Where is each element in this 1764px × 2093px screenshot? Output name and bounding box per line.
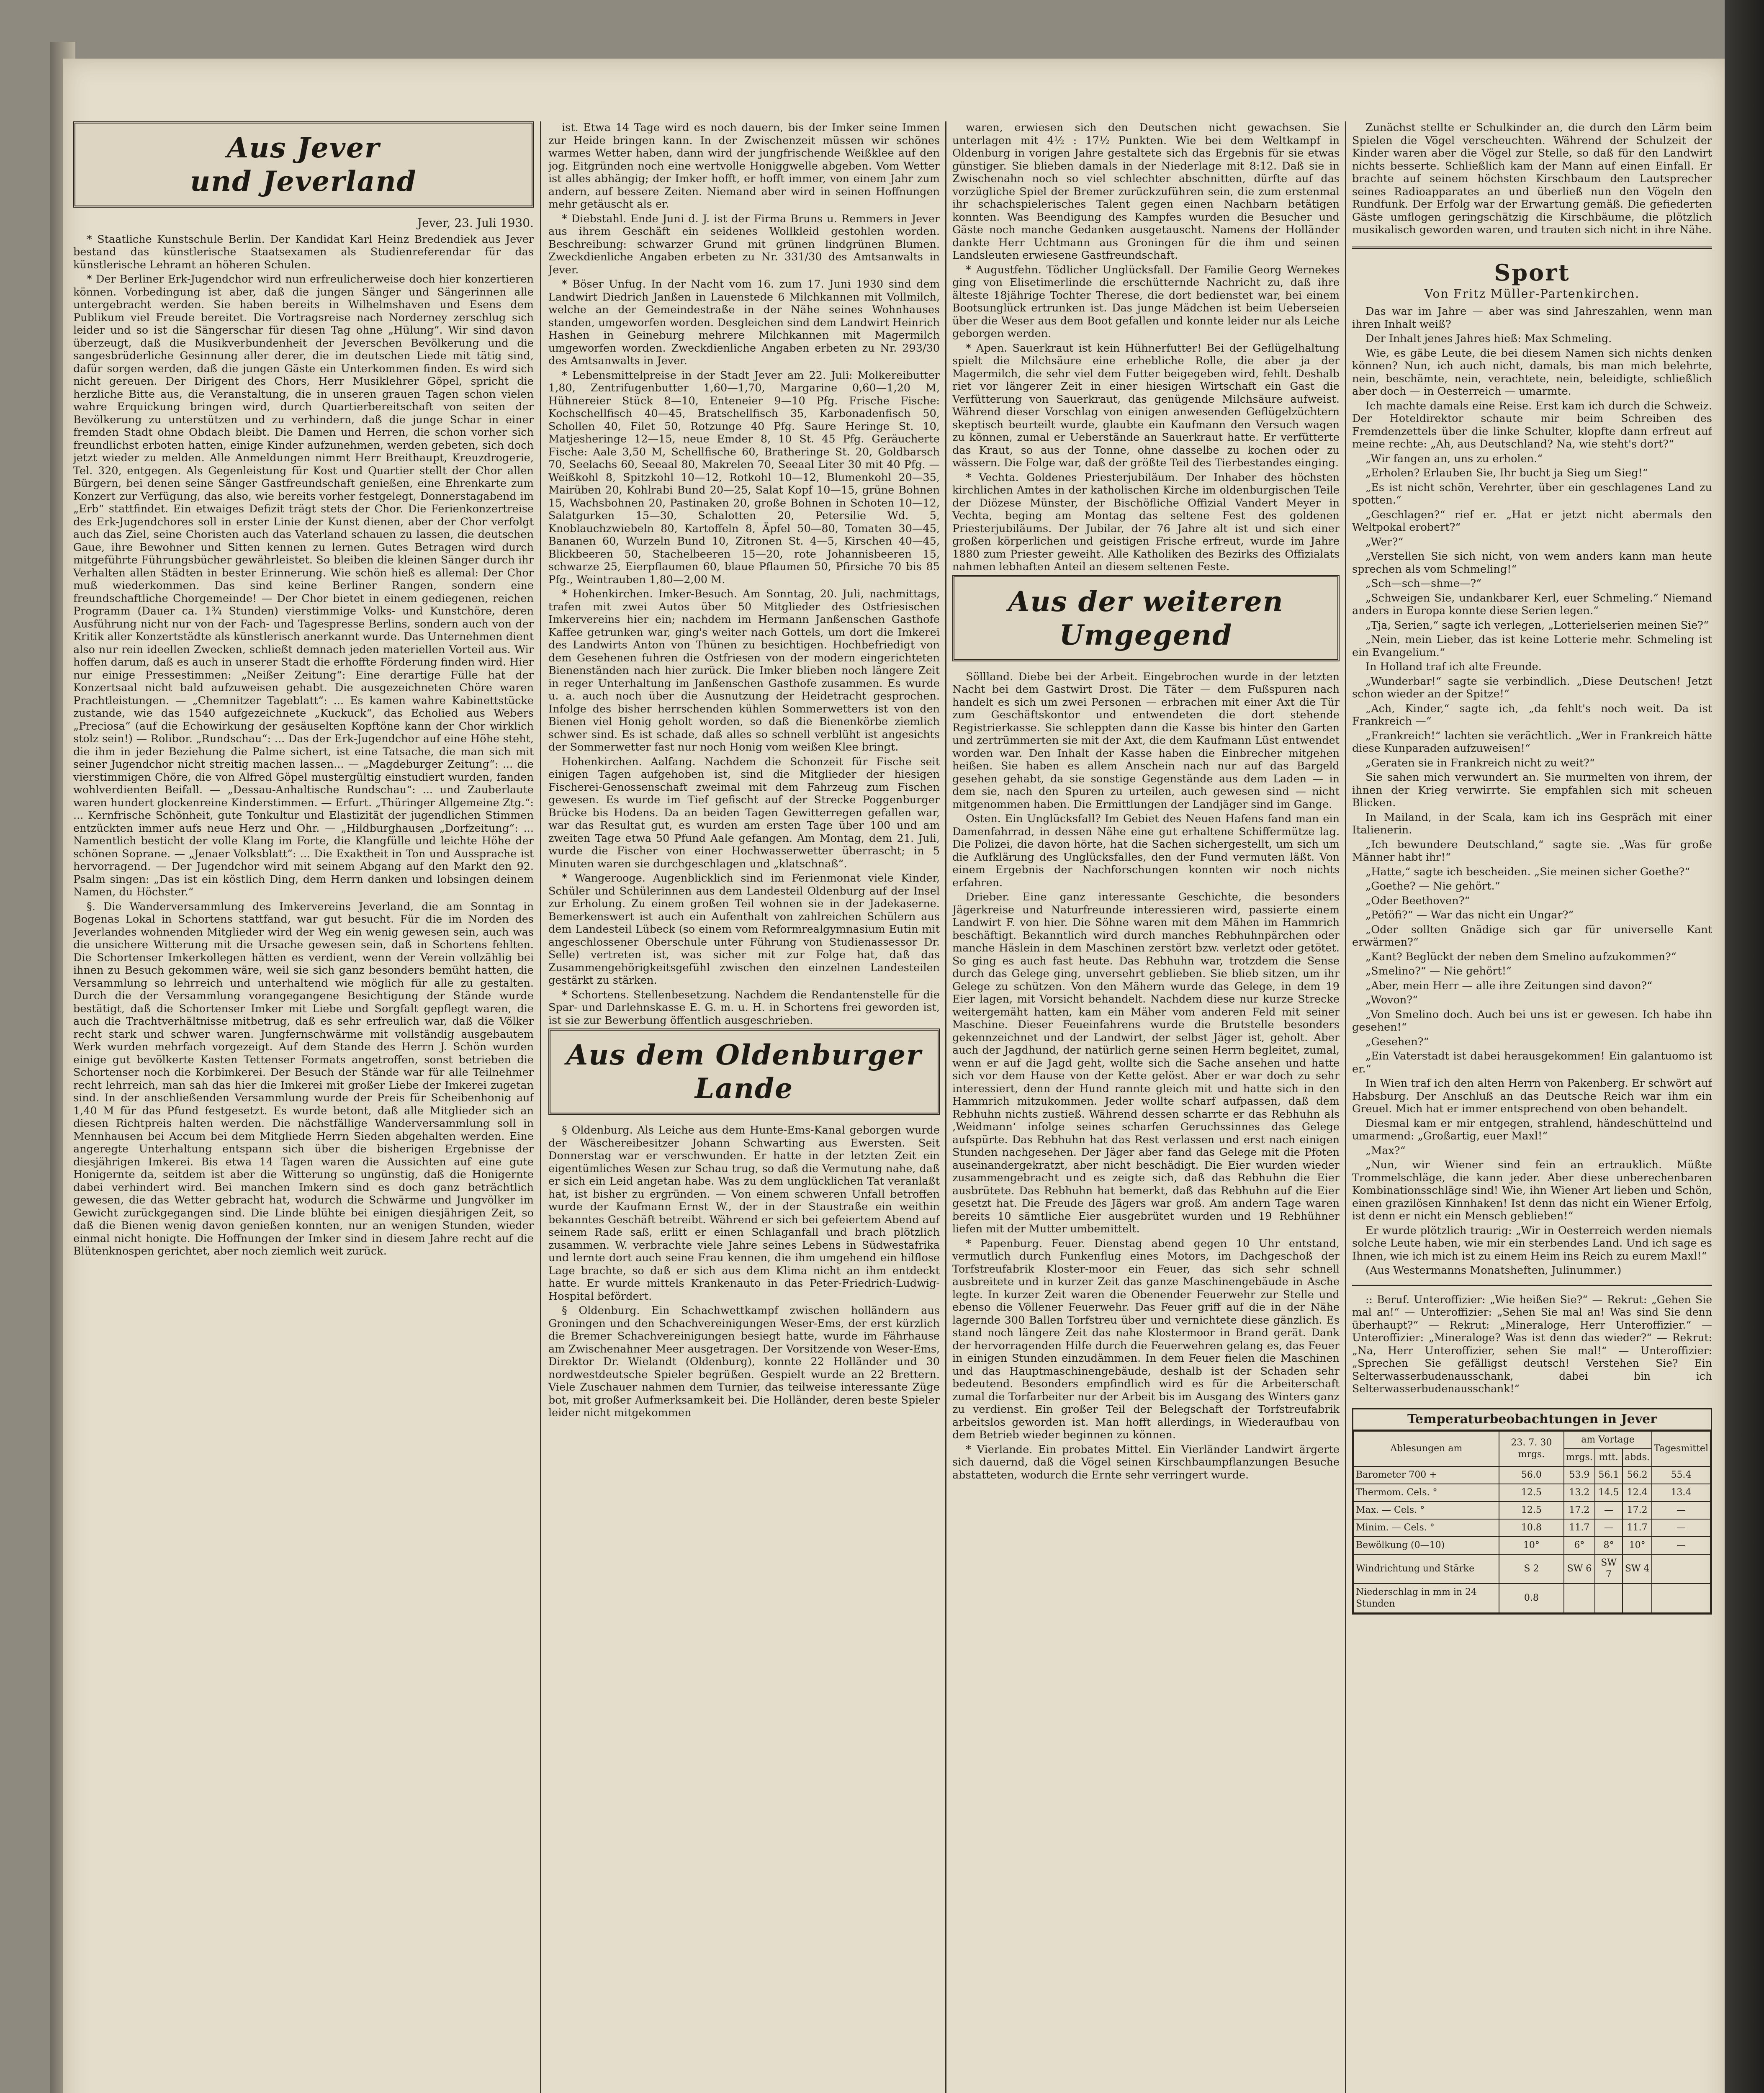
sport-paragraph: „Wir fangen an, uns zu erholen.“	[1365, 452, 1543, 465]
sport-paragraph: „Ich bewundere Deutschland,“ sagte sie. „Was für große Männer habt ihr!“	[1352, 838, 1712, 864]
sport-paragraph: „Nein, mein Lieber, das ist keine Lotterie mehr. Schmeling ist ein Evangelium.“	[1352, 633, 1712, 659]
table-cell: 17.2	[1623, 1502, 1652, 1519]
sport-paragraph: „Wer?“	[1365, 535, 1404, 548]
column-rule	[540, 121, 541, 2093]
sport-paragraph: „Schweigen Sie, undankbarer Kerl, euer Schmeling.“ Niemand anders in Europa konnte diese Serien legen.“	[1352, 591, 1712, 617]
heading-line: Aus der weiteren	[1008, 585, 1284, 618]
article: Hohenkirchen. Aalfang. Nachdem die Schonzeit für Fische seit einigen Tagen aufgehoben ist, sind die Mitglieder der hiesigen Fischerei-Genossenschaft zweimal mit dem Fahrzeug zum Fischen gewesen. Es wurde im Tief gefischt auf der Strecke Poggenburger Brücke bis Hodens. Da an beiden Tagen Gewitterregen gefallen war, war das Resultat gut, es wurden am ersten Tage über 100 und am zweiten Tage etwa 50 Pfund Aale gefangen. Am Montag, dem 21. Juli, wurde die Fischer von einer Hochwasserwetter überrascht; in 5 Minuten waren sie durchgeschlagen und „klatschnaß“.	[548, 755, 940, 870]
header-cell: mrgs.	[1564, 1449, 1595, 1466]
table-cell: 13.2	[1564, 1484, 1595, 1502]
article: Zunächst stellte er Schulkinder an, die durch den Lärm beim Spielen die Vögel verscheuchten. Während der Schulzeit der Kinder waren aber die Vögel zur Stelle, so daß für den Landwirt nichts besserte. Schließlich kam der Mann auf einen Einfall. Er brachte auf seinem höchsten Kirschbaum den Lautsprecher seines Radioapparates an und überließ nun den Vögeln den Rundfunk. Der Erfolg war der Erwartung gemäß. Die gefiederten Gäste umflogen geringschätzig die Kirschbäume, die plötzlich musikalisch geworden waren, und trauten sich nicht in ihre Nähe.	[1352, 121, 1712, 236]
weather-rows	[1354, 1466, 1710, 1613]
sport-paragraph: „Smelino?“ — Nie gehört!“	[1365, 965, 1512, 977]
sport-paragraph: „Ein Vaterstadt ist dabei herausgekommen! Ein galantuomo ist er.“	[1352, 1050, 1712, 1075]
table-cell: —	[1652, 1519, 1710, 1537]
weather-table	[1352, 1408, 1712, 1615]
sport-paragraph: „Verstellen Sie sich nicht, von wem anders kann man heute sprechen als vom Schmeling!“	[1352, 550, 1712, 576]
sport-paragraph: „Wovon?“	[1365, 994, 1418, 1006]
article: * Böser Unfug. In der Nacht vom 16. zum 17. Juni 1930 sind dem Landwirt Diedrich Janßen in Lauenstede 6 Milchkannen mit Vollmilch, welche an der Gemeindestraße in der Nähe seines Wohnhauses standen, umgeworfen worden. Desgleichen sind dem Landwirt Heinrich Hashen in Geineburg mehrere Milchkannen mit Magermilch umgeworfen worden. Zweckdienliche Angaben erbeten zu Nr. 293/30 des Amtsanwalts in Jever.	[548, 278, 940, 367]
table-cell: —	[1595, 1519, 1623, 1537]
sport-paragraph: „Gesehen?“	[1365, 1035, 1429, 1048]
divider	[1352, 247, 1712, 249]
row-label: Minim. — Cels. °	[1354, 1519, 1499, 1537]
heading-line: und Jeverland	[190, 165, 417, 198]
scan-dark-edge	[1725, 0, 1764, 2093]
sport-paragraph: Das war im Jahre — aber was sind Jahreszahlen, wenn man ihren Inhalt weiß?	[1352, 305, 1712, 331]
header-cell: Tagesmittel	[1652, 1431, 1710, 1466]
table-cell: 10°	[1499, 1537, 1564, 1554]
heading-line: Aus dem Oldenburger	[566, 1039, 922, 1071]
sport-paragraph: „Kant? Beglückt der neben dem Smelino aufzukommen?“	[1365, 950, 1677, 963]
header-cell: Ablesungen am	[1354, 1431, 1499, 1466]
article: Söllland. Diebe bei der Arbeit. Eingebrochen wurde in der letzten Nacht bei dem Gastwirt Drost. Die Täter — dem Fußspuren nach handelt es sich um zwei Personen — erbrachen mit einer Axt die Tür zum Geschäftskontor und entwendeten die dort stehende Registrierkasse. Sie schleppten dann die Kasse bis hinter den Garten und zertrümmerten sie mit der Axt, die dem Kaufmann Lüst entwendet worden war. Den Inhalt der Kasse haben die Einbrecher mitgehen heißen. Sie haben es allem Anschein nach nur auf das Bargeld gesehen gehabt, da sie sonstige Gegenstände aus dem Laden — in dem sie, nach den Spuren zu urteilen, auch gewesen sind — nicht mitgenommen haben. Die Ermittlungen der Landjäger sind im Gange.	[952, 670, 1340, 811]
article: § Oldenburg. Als Leiche aus dem Hunte-Ems-Kanal geborgen wurde der Wäschereibesitzer Johann Schwarting aus Ewersten. Seit Donnerstag war er verschwunden. Er hatte in der letzten Zeit ein eigentümliches Wesen zur Schau trug, so daß die Vermutung nahe, daß er sich ein Leid angetan habe. Was zu dem unglücklichen Tat veranlaßt hat, ist bisher zu ergründen. — Von einem schweren Unfall betroffen wurde der Kaufmann Ernst W., der in der Staustraße ein weithin bekanntes Geschäft betreibt. Während er sich bei gefeiertem Abend auf seinem Rade saß, erlitt er einen Schlaganfall und brach plötzlich zusammen. W. verbrachte viele Jahre seines Lebens in Südwestafrika und lernte dort auch seine Frau kennen, die ihm umgehend ein hilflose Lage brachte, so daß er sich aus dem Klima nicht an ihm entdeckt hatte. Er wurde mittels Krankenauto in das Peter-Friedrich-Ludwig-Hospital befördert.	[548, 1124, 940, 1303]
sport-paragraph: „Wunderbar!“ sagte sie verbindlich. „Diese Deutschen! Jetzt schon wieder an der Spitze!“	[1352, 675, 1712, 700]
weather-grid	[1353, 1431, 1711, 1613]
table-row	[1354, 1584, 1710, 1613]
article: * Augustfehn. Tödlicher Unglücksfall. Der Familie Georg Wernekes ging von Elisetimerlinde die erschütternde Nachricht zu, daß ihre älteste 18jährige Tochter Therese, die dort bedienstet war, bei einem Bootsunglück ertrunken ist. Das junge Mädchen ist beim Ueberseien über die Weser aus dem Boot gefallen und konnte leider nur als Leiche geborgen werden.	[952, 263, 1340, 340]
sport-paragraph: „Nun, wir Wiener sind fein an ertrauklich. Müßte Trommelschläge, die kann jeder. Aber diese unberechenbaren Kombinationsschläge sind! Wie, ihn Wiener Art lieben und Schön, einen grazilösen Kinnhaken! Ist denn das nicht ein Wiener Erfolg, ist denn er nicht ein Mensch geblieben!“	[1352, 1159, 1712, 1222]
table-cell: 12.4	[1623, 1484, 1652, 1502]
table-cell	[1652, 1554, 1710, 1584]
table-row	[1354, 1466, 1710, 1484]
sport-paragraph: „Aber, mein Herr — alle ihre Zeitungen sind davon?“	[1365, 979, 1653, 992]
sport-paragraph: „Geraten sie in Frankreich nicht zu weit?“	[1365, 756, 1595, 769]
sport-paragraph: Ich machte damals eine Reise. Erst kam ich durch die Schweiz. Der Hoteldirektor schaute mir beim Schreiben des Fremdenzettels über die linke Schulter, klopfte dann erfreut auf meine rechte: „Ah, aus Deutschland? Na, wie steht's dort?“	[1352, 399, 1712, 450]
table-cell: 53.9	[1564, 1466, 1595, 1484]
table-cell: SW 6	[1564, 1554, 1595, 1584]
table-cell: S 2	[1499, 1554, 1564, 1584]
article: * Diebstahl. Ende Juni d. J. ist der Firma Bruns u. Remmers in Jever aus ihrem Geschäft ein seidenes Wollkleid gestohlen worden. Beschreibung: schwarzer Grund mit grünen lindgrünen Blumen. Zweckdienliche Angaben erbeten zu Nr. 331/30 des Amtsanwalts in Jever.	[548, 212, 940, 276]
sport-paragraph: „Oder sollten Gnädige sich gar für universelle Kant erwärmen?“	[1352, 923, 1712, 949]
table-row	[1354, 1502, 1710, 1519]
article-beruf: :: Beruf. Unteroffizier: „Wie heißen Sie?“ — Rekrut: „Gehen Sie mal an!“ — Unteroffizier: „Sehen Sie mal an! Was sind Sie denn überhaupt?“ — Rekrut: „Mineraloge, Herr Unteroffizier.“ — Unteroffizier: „Mineraloge? Was ist denn das wieder?“ — Rekrut: „Na, Herr Unteroffizier, sehen Sie mal!“ — Unteroffizier: „Sprechen Sie gefälligst deutsch! Verstehen Sie? Ein Selterwasserbudenausschank, dabei bin ich Selterwasserbudenausschank!“	[1352, 1293, 1712, 1395]
article: * Der Berliner Erk-Jugendchor wird nun erfreulicherweise doch hier konzertieren können. Vorbedingung ist aber, daß die jungen Sänger und Sängerinnen alle untergebracht werden. Sie haben bereits in Wilhelmshaven und Esens dem Publikum viel Freude bereitet. Die Vortragsreise nach Norderney zerschlug sich leider und so ist die Sängerschar für diesen Tag ohne „Hülung“. Wir sind davon überzeugt, daß die Musikverbundenheit der Jeverschen Bevölkerung und die sangesbrüderliche Gesinnung aller derer, die im deutschen Liede mit tätig sind, dafür sorgen werden, daß die jungen Gäste ein Unterkommen finden. Es wird sich nicht gereuen. Der Dirigent des Chors, Herr Musiklehrer Göpel, spricht die herzliche Bitte aus, die Veranstaltung, die in unseren grauen Tagen schon vielen wahre Erquickung bringen wird, durch Quartierbereitschaft von seiten der Bevölkerung zu unterstützen und zu verhindern, daß die junge Schar in einer fremden Stadt ohne Obdach bleibt. Die Damen und Herren, die schon vorher sich freundlichst erboten hatten, einige Kinder aufzunehmen, werden gebeten, sich doch jetzt wieder zu melden. Alle Anmeldungen nimmt Herr Breithaupt, Kreuzdrogerie, Tel. 320, entgegen. Als Gegenleistung für Kost und Quartier stellt der Chor allen Bürgern, bei denen seine Sänger Gastfreundschaft genießen, eine Ehrenkarte zum Konzert zur Verfügung, das also, wie bereits vorher festgelegt, Donnerstagabend im „Erb“ stattfindet. Ein etwaiges Defizit trägt stets der Chor. Die Ferienkonzertreise des Erk-Jugendchores soll in erster Linie der Kunst dienen, aber der Chor verfolgt auch das Ziel, seine Choristen auch das Vaterland schauen zu lassen, die deutschen Gaue, ihre Bewohner und Sitten kennen zu lernen. Gutes Betragen wird durch mitgeführte Führungsbücher gewährleistet. So bleiben die kleinen Sänger durch ihr Verhalten allen Städten in bester Erinnerung. Wie schön hieß es allemal: Der Chor muß wiederkommen. Das sind keine Berliner Rangen, sondern eine freundschaftliche Chorgemeinde! — Der Chor bietet in einem gediegenen, reichen Programm (Dauer ca. 1¾ Stunden) vierstimmige Volks- und Kunstchöre, deren Ausführung nicht nur von der Fach- und Tagespresse Berlins, sondern auch von der Kritik aller Konzertstädte als künstlerisch anerkannt wurde. Das Unternehmen dient also nur rein ideellen Zwecken, schließt demnach jeden materiellen Vorteil aus. Wir hoffen darum, daß es auch in unserer Stadt die erhoffte Förderung finden wird. Hier nur einige Pressestimmen: „Neißer Zeitung“: Eine derartige Fülle hat der Konzertsaal nicht bald aufzuweisen gehabt. Die ausgezeichneten Chöre waren Prachtleistungen. — „Chemnitzer Tageblatt“: ... Es kamen wahre Kabinettstücke zustande, wie das 1540 aufgezeichnete „Kuckuck“, das Echolied aus Webers „Preciosa“ (auf die Echowirkung der gesäuselten Kopftöne kann der Chor wirklich stolz sein!) — Rolibor. „Rundschau“: ... Das der Erk-Jugendchor auf eine Höhe steht, die ihm in jeder Beziehung die Palme sichert, ist eine Tatsache, die man sich mit seiner Jugendchor nicht streitig machen lassen... — „Magdeburger Zeitung“: ... die vierstimmigen Chöre, die von Alfred Göpel mustergültig einstudiert wurden, fanden wohlverdienten Beifall. — „Dessau-Anhaltische Rundschau“: ... und Zauberlaute waren hundert glockenreine Kinderstimmen. — Erfurt. „Thüringer Allgemeine Ztg.“: ... Kernfrische Schönheit, gute Tonkultur und Elastizität der jugendlichen Stimmen entzückten immer aufs neue Herz und Ohr. — „Hildburghausen „Dorfzeitung“: ... Namentlich besticht der volle Klang im Forte, die Klangfülle und leichte Höhe der schönen Soprane. — „Jenaer Volksblatt“: ... Die Exaktheit in Ton und Aussprache ist hervorragend. — Der Jugendchor wird mit seinem Abgang auf den Markt den 92. Psalm singen: „Das ist ein köstlich Ding, dem Herrn danken und lobsingen deinem Namen, du Höchster.“	[73, 273, 534, 898]
sport-paragraph: In Holland traf ich alte Freunde.	[1365, 661, 1542, 673]
table-cell: 10.8	[1499, 1519, 1564, 1537]
article: * Apen. Sauerkraut ist kein Hühnerfutter! Bei der Geflügelhaltung spielt die Milchsäure eine erhebliche Rolle, die aber ja der Magermilch, die sehr viel dem Futter beigegeben wird, fehlt. Deshalb riet vor längerer Zeit in einer hiesigen Wirtschaft ein Gast die Verfütterung von Sauerkraut, das genügende Milchsäure aufweist. Während dieser Vorschlag von einigen anwesenden Geflügelzüchtern skeptisch beurteilt wurde, glaubte ein Kaufmann den Versuch wagen zu können, zumal er Ueberstände an Sauerkraut hatte. Er verfütterte das Kraut, so aus der Tonne, ohne dasselbe zu kochen oder zu wässern. Die Folge war, daß der größte Teil des Tierbestandes einging.	[952, 342, 1340, 469]
heading-line: Umgegend	[1059, 618, 1233, 651]
column-4	[1352, 121, 1712, 2093]
article: * Vierlande. Ein probates Mittel. Ein Vierländer Landwirt ärgerte sich dauernd, daß die Vögel seinen Kirschbaumpflanzungen Besuche abstatteten, wodurch die Ernte sehr verringert wurde.	[952, 1443, 1340, 1481]
article: ist. Etwa 14 Tage wird es noch dauern, bis der Imker seine Immen zur Heide bringen kann. In der Zwischenzeit müssen wir schönes warmes Wetter haben, dann wird der jungfrischende Weißklee auf den jog. Eitgründen noch eine wertvolle Honiggwelle abgeben. Vom Wetter ist alles abhängig; der Imker hofft, er hofft immer, von einem Jahr zum andern, auf bessere Zeiten. Niemand aber wird in seinen Hoffnungen mehr getäuscht als er.	[548, 121, 940, 211]
weather-table-title: Temperaturbeobachtungen in Jever	[1353, 1409, 1711, 1431]
table-cell: —	[1595, 1502, 1623, 1519]
table-cell	[1652, 1584, 1710, 1613]
column-3	[952, 121, 1340, 2093]
table-cell	[1564, 1584, 1595, 1613]
sport-paragraph: In Wien traf ich den alten Herrn von Pakenberg. Er schwört auf Habsburg. Der Anschluß an das Deutsche Reich war ihm ein Greuel. Mich hat er immer entsprechend von oben behandelt.	[1352, 1077, 1712, 1115]
sport-paragraph: „Goethe? — Nie gehört.“	[1365, 880, 1500, 892]
sport-paragraph: „Oder Beethoven?“	[1365, 894, 1470, 907]
header-cell: abds.	[1623, 1449, 1652, 1466]
article: Drieber. Eine ganz interessante Geschichte, die besonders Jägerkreise und Naturfreunde interessieren wird, passierte einem Landwirt F. von hier. Die Söhne waren mit dem Mähen im Hammrich beschäftigt. Bekanntlich wird durch manches Rebhuhnpärchen oder manche Häslein in dem Maschinen zerstört bzw. verletzt oder getötet. So ging es auch fast heute. Das Rebhuhn war, trotzdem die Sense durch das Gelege ging, unversehrt geblieben. Sie blieb sitzen, um ihr Gelege zu schützen. Von den Mähern wurde das Gelege, in dem 19 Eier lagen, mit Vorsicht behandelt. Nachdem diese nur kurze Strecke weitergemäht hatten, kam ein Mäher vom anderen Feld mit seiner Maschine. Dieser Feueinfahrens wurde die Brutstelle besonders gekennzeichnet und der Landwirt, der selbst Jäger ist, geholt. Aber auch der Jagdhund, der natürlich gerne seinen Herrn begleitet, zumal, wenn er auf die Jagd geht, wollte sich die Sache ansehen und hatte sich vor dem Hause von der Kette gelöst. Aber er war doch zu sehr interessiert, denn der Hund rannte gleich mit und hatte sich in den Hammrich mitzukommen. Jeder wollte scharf aufpassen, daß dem Rebhuhn nichts zustieß. Während dessen scharrte er das Rebhuhn als ‚Weidmann‘ infolge seines scharfen Geruchssinnes das Gelege aufspürte. Das Rebhuhn hat das Rest verlassen und erst nach einigen Stunden nachgesehen. Der Jäger aber fand das Gelege mit die Pfoten auseinandergekratzt, aber nicht beschädigt. Die Eier wurden wieder zusammengebracht und es zeigte sich, daß das Rebhuhn die Eier ausbrütete. Das Rebhuhn hat bemerkt, daß das Rebhuhn auf die Eier gesetzt hat. Die Freude des Jägers war groß. Am andern Tage waren bereits 10 sämtliche Eier ausgebrütet wurden und 19 Rebhühner liefen mit der Mutter umbemittelt.	[952, 891, 1340, 1235]
table-row	[1354, 1484, 1710, 1502]
row-label: Windrichtung und Stärke	[1354, 1554, 1499, 1584]
row-label: Barometer 700 +	[1354, 1466, 1499, 1484]
section-heading-oldenburg	[548, 1029, 940, 1115]
sport-paragraph: In Mailand, in der Scala, kam ich ins Gespräch mit einer Italienerin.	[1352, 811, 1712, 836]
sport-paragraph: Wie, es gäbe Leute, die bei diesem Namen sich nichts denken können? Nun, ich auch nicht, damals, bis man mich belehrte, nein, beschämte, nein, verachtete, nein, beleidigte, schließlich aber doch — in Oesterreich — umarmte.	[1352, 347, 1712, 398]
sport-paragraph: „Erholen? Erlauben Sie, Ihr bucht ja Sieg um Sieg!“	[1365, 467, 1648, 479]
table-cell: 56.2	[1623, 1466, 1652, 1484]
article: * Hohenkirchen. Imker-Besuch. Am Sonntag, 20. Juli, nachmittags, trafen mit zwei Autos über 50 Mitglieder des Ostfriesischen Imkervereins hier ein; nachdem im Hermann Janßenschen Gasthofe Kaffee getrunken war, ging's weiter nach Gottels, um dort die Imkerei des Landwirts Anton von Thünen zu besichtigen. Hochbefriedigt von dem Gesehenen fuhren die Ostfriesen von der modern eingerichteten Bienenständen nach hier zurück. Die Imker blieben noch längere Zeit in reger Unterhaltung im Janßenschen Gasthofe zusammen. Es wurde u. a. auch noch über die Ausnutzung der Heidetracht gesprochen. Infolge des bisher herrschenden kühlen Sommerwetters ist von den Bienen viel Honig geholt worden, so daß die Bienenkörbe ziemlich schwer sind. Es ist schade, daß alles so schnell verblüht ist angesichts der Sommerwetter fast nur noch Honig vom weißen Klee bringt.	[548, 588, 940, 753]
article: §. Die Wanderversammlung des Imkervereins Jeverland, die am Sonntag in Bogenas Lokal in Schortens stattfand, war gut besucht. Für die im Norden des Jeverlandes wohnenden Mitglieder wird der Weg ein wenig gewesen sein, auch was die unsichere Witterung mit die Ursache gewesen sein, daß in Schortens fehlten. Die Schortenser Imkerkollegen hätten es verdient, wenn der Verein vollzählig bei ihnen zu Besuch gekommen wäre, weil sie sich ganz besonders bemüht hatten, die Versammlung so lehrreich und unterhaltend wie möglich für alle zu gestalten. Durch die der Versammlung vorangegangene Besichtigung der Stände wurde bestätigt, daß die Schortenser Imker mit Liebe und Sorgfalt gepflegt waren, die auch die Trachtverhältnisse mitbetrug, daß es sehr erfreulich war, daß die Völker recht stark und schwer waren. Jungfernschwärme mit vollständig ausgebautem Werk wurden mehrfach vorgezeigt. Auf dem Stande des Herrn J. Schön wurden einige gut bevölkerte Kasten Tettenser Formats angetroffen, sonst betrieben die Schortenser noch die Korbimkerei. Der Besuch der Stände war für alle Teilnehmer recht lehrreich, man sah das hier die Imkerei mit großer Liebe der Imkerei zugetan sind. In der anschließenden Versammlung wurde der Preis für Scheibenhonig auf 1,40 M für das Pfund festgesetzt. Es wurde betont, daß alle Mitglieder sich an diesen Richtpreis halten werden. Die nächstfällige Wanderversammlung soll in Mennhausen bei Accum bei dem Mitgliede Herrn Sieden abgehalten werden. Eine angeregte Unterhaltung entspann sich über die bisherigen Ergebnisse der diesjährigen Imkerei. Bis etwa 14 Tagen waren die Aussichten auf eine gute Honigernte da, seitdem ist aber die Witterung so ungünstig, daß die Honigernte dabei verhindert wird. Bei manchen Imkern sind es doch ganz beträchtlich gewesen, die das Wetter gebracht hat, wodurch die Schwärme und Jungvölker im Gewicht zurückgegangen sind. Die Linde blühte bei einigen diesjährigen Zeit, so daß die Bienen wenig davon genießen konnten, nur an wenigen Stunden, wieder einmal nicht honigte. Die Hoffnungen der Imker sind in diesem Jahre recht auf die Blütenknospen gerichtet, aber noch ziemlich weit zurück.	[73, 900, 534, 1257]
table-row	[1354, 1554, 1710, 1584]
sport-paragraph: „Hatte,“ sagte ich bescheiden. „Sie meinen sicher Goethe?“	[1365, 865, 1690, 878]
article: § Oldenburg. Ein Schachwettkampf zwischen holländern aus Groningen und den Schachvereinigungen Weser-Ems, der erst kürzlich die Bremer Schachvereinigungen besiegt hatte, wurde im Fährhause am Zwischenahner Meer ausgetragen. Der Vorsitzende von Weser-Ems, Direktor Dr. Wielandt (Oldenburg), konnte 22 Holländer und 30 nordwestdeutsche Spieler begrüßen. Gespielt wurde an 22 Brettern. Viele Zuschauer nahmen dem Turnier, das teilweise interessante Züge bot, mit großer Aufmerksamkeit bei. Die Holländer, deren beste Spieler leider nicht mitgekommen	[548, 1304, 940, 1419]
heading-line: Aus Jever	[227, 131, 380, 164]
table-cell: 55.4	[1652, 1466, 1710, 1484]
column-1	[73, 121, 534, 2093]
table-cell: —	[1652, 1502, 1710, 1519]
table-cell: 14.5	[1595, 1484, 1623, 1502]
article: * Wangerooge. Augenblicklich sind im Ferienmonat viele Kinder, Schüler und Schülerinnen aus dem Landesteil Oldenburg auf der Insel zur Erholung. Zu einem großen Teil wohnen sie in der Jadekaserne. Bemerkenswert ist auch ein Aufenthalt von zahlreichen Schülern aus dem Landesteil Lübeck (so einem vom Reformrealgymnasium Eutin mit angeschlossener Oberschule unter Führung von Studienassessor Dr. Selle) vertreten ist, was sicher mit zur Folge hat, daß das Zusammengehörigkeitsgefühl zwischen den einzelnen Landesteilen gestärkt zu stärken.	[548, 872, 940, 987]
table-cell: 13.4	[1652, 1484, 1710, 1502]
column-rule	[1345, 121, 1346, 2093]
sport-byline: Von Fritz Müller-Partenkirchen.	[1424, 286, 1640, 301]
article: * Schortens. Stellenbesetzung. Nachdem die Rendantenstelle für die Spar- und Darlehnskasse E. G. m. u. H. in Schortens frei geworden ist, ist sie zur Bewerbung öffentlich ausgeschrieben.	[548, 988, 940, 1027]
article: waren, erwiesen sich den Deutschen nicht gewachsen. Sie unterlagen mit 4½ : 17½ Punkten. Wie bei dem Weltkampf in Oldenburg in vorigen Jahre gestaltete sich das Ergebnis für sie etwas günstiger. Sie blieben damals in der Niederlage mit 8:12. Daß sie in Zwischenahn noch so viel schlechter abschnitten, dürfte auf das vorzügliche Spiel der Bremer zurückzuführen sein, die zum erstenmal ihr schachspielerisches Talent gegen einen Nachbarn betätigen konnten. Was Beendigung des Kampfes wurden die Besucher und Gäste noch manche Gedanken ausgetauscht. Namens der Holländer dankte Herr Uchtmann aus Groningen für die ihm und seinen Landsleuten erwiesene Gastfreundschaft.	[952, 121, 1340, 262]
article: * Lebensmittelpreise in der Stadt Jever am 22. Juli: Molkereibutter 1,80, Zentrifugenbutter 1,60—1,70, Margarine 0,60—1,20 M, Hühnereier Stück 8—10, Enteneier 9—10 Pfg. Frische Fische: Kochschellfisch 40—45, Bratschellfisch 35, Karbonadenfisch 50, Schollen 40, Filet 50, Rotzunge 40 Pfg. Saure Heringe St. 10, Matjesheringe 12—15, neue Emder 8, 10 St. 45 Pfg. Geräucherte Fische: Aale 3,50 M, Schellfische 60, Bratheringe St. 20, Goldbarsch 70, Seelachs 60, Seeaal 80, Makrelen 70, Seeaal Liter 30 mit 40 Pfg. — Weißkohl 8, Spitzkohl 10—12, Rotkohl 10—12, Blumenkohl 20—35, Mairüben 20, Kohlrabi Bund 20—25, Salat Kopf 10—15, grüne Bohnen 15, Wachsbohnen 20, Pastinaken 20, große Bohnen in Schoten 10—12, Salatgurken 15—30, Schalotten 20, Petersilie Wd. 5, Knoblauchzwiebeln 80, Kartoffeln 8, Äpfel 50—80, Tomaten 30—45, Bananen 60, Wurzeln Bund 10, Zitronen St. 4—5, Kirschen 40—45, Blickbeeren 50, Stachelbeeren 15—20, rote Johannisbeeren 15, schwarze 25, Eierpflaumen 60, blaue Pflaumen 50, Pfirsiche 70 bis 85 Pfg., Weintrauben 1,80—2,00 M.	[548, 369, 940, 586]
table-cell: 12.5	[1499, 1502, 1564, 1519]
header-cell: 23. 7. 30 mrgs.	[1499, 1431, 1564, 1466]
sport-title: Sport	[1494, 259, 1570, 286]
header-cell: mtt.	[1595, 1449, 1623, 1466]
sport-paragraph: (Aus Westermanns Monatsheften, Julinummer.)	[1365, 1264, 1622, 1277]
table-cell: 56.0	[1499, 1466, 1564, 1484]
table-cell: 11.7	[1564, 1519, 1595, 1537]
table-cell: SW 4	[1623, 1554, 1652, 1584]
table-cell: —	[1652, 1537, 1710, 1554]
article: * Vechta. Goldenes Priesterjubiläum. Der Inhaber des höchsten kirchlichen Amtes in der katholischen Kirche im oldenburgischen Teile der Diözese Münster, der Bischöfliche Offizial Vandert Meyer in Vechta, beging am Montag das seltene Fest des goldenen Priesterjubiläums. Der Jubilar, der 76 Jahre alt ist und sich einer großen körperlichen und geistigen Frische erfreut, wurde im Jahre 1880 zum Priester geweiht. Alle Katholiken des Bezirks des Offizialats nahmen lebhaften Anteil an diesem seltenen Feste.	[952, 471, 1340, 573]
article: * Staatliche Kunstschule Berlin. Der Kandidat Karl Heinz Bredendiek aus Jever bestand das künstlerische Staatsexamen als Studienreferendar für das künstlerische Lehramt an höheren Schulen.	[73, 233, 534, 271]
table-cell: 8°	[1595, 1537, 1623, 1554]
article: * Papenburg. Feuer. Dienstag abend gegen 10 Uhr entstand, vermutlich durch Funkenflug eines Motors, im Dachgeschoß der Torfstreufabrik Kloster-moor ein Feuer, das sich sehr schnell ausbreitete und in kurzer Zeit das ganze Maschinengebäude in Asche legte. In kurzer Zeit waren die Obenender Feuerwehr zur Stelle und ebenso die Völlener Feuerwehr. Das Feuer griff auf die in der Nähe lagernde 300 Ballen Torfstreu über und vernichtete diese gänzlich. Es stand noch längere Zeit das nahe Klostermoor in Brand gerät. Dank der hervorragenden Hilfe durch die Feuerwehren gelang es, das Feuer in einigen Stunden einzudämmen. In dem Feuer fielen die Maschinen und das Hauptmaschinengebäude, deshalb ist der Schaden sehr bedeutend. Besonders empfindlich wird es für die Arbeiterschaft zumal die Torfarbeiter nur der Arbeit bis im Ausgang des Winters ganz zu verdienst. Ein großer Teil der Belegschaft der Torfstreufabrik arbeitslos geworden ist. Man hofft allerdings, in Wiederaufbau von dem Betrieb wieder beginnen zu können.	[952, 1237, 1340, 1441]
table-cell: 17.2	[1564, 1502, 1595, 1519]
sport-paragraph: „Sch—sch—shme—?“	[1365, 577, 1482, 590]
heading-line: Lande	[694, 1072, 794, 1105]
table-cell: 11.7	[1623, 1519, 1652, 1537]
sport-paragraph: „Petöfi?“ — War das nicht ein Ungar?“	[1365, 909, 1574, 921]
sport-paragraph: Diesmal kam er mir entgegen, strahlend, händeschüttelnd und umarmend: „Großartig, euer Maxl!“	[1352, 1117, 1712, 1142]
sport-paragraph: „Frankreich!“ lachten sie verächtlich. „Wer in Frankreich hätte diese Kunparaden aufzuweisen!“	[1352, 729, 1712, 755]
row-label: Max. — Cels. °	[1354, 1502, 1499, 1519]
sport-paragraph: „Tja, Serien,“ sagte ich verlegen, „Lotterielserien meinen Sie?“	[1365, 619, 1709, 632]
table-cell: 6°	[1564, 1537, 1595, 1554]
sport-paragraph: Sie sahen mich verwundert an. Sie murmelten von ihrem, der ihnen der Krieg verwirrte. Sie empfahlen sich mit scheuen Blicken.	[1352, 771, 1712, 809]
sport-paragraph: „Ach, Kinder,“ sagte ich, „da fehlt's noch weit. Da ist Frankreich —“	[1352, 702, 1712, 728]
sport-story	[1352, 305, 1712, 1277]
section-heading-umgegend	[952, 575, 1340, 661]
sport-paragraph: „Geschlagen?“ rief er. „Hat er jetzt nicht abermals den Weltpokal erobert?“	[1352, 508, 1712, 534]
section-heading-jever	[73, 121, 534, 208]
table-cell	[1595, 1584, 1623, 1613]
table-cell: 56.1	[1595, 1466, 1623, 1484]
sport-paragraph: Der Inhalt jenes Jahres hieß: Max Schmeling.	[1365, 332, 1612, 345]
table-cell: SW 7	[1595, 1554, 1623, 1584]
sport-paragraph: Er wurde plötzlich traurig: „Wir in Oesterreich werden niemals solche Leute haben, wie mir ein sterbendes Land. Und ich sage es Ihnen, wie ich mich ist zu einem Heim ins Reich zu eurem Maxl!“	[1352, 1224, 1712, 1262]
dateline: Jever, 23. Juli 1930.	[417, 216, 534, 230]
table-cell	[1623, 1584, 1652, 1613]
table-row	[1354, 1519, 1710, 1537]
column-rule	[945, 121, 946, 2093]
article: Osten. Ein Unglücksfall? Im Gebiet des Neuen Hafens fand man ein Damenfahrrad, in dessen Nähe eine gut erhaltene Schiffermütze lag. Die Polizei, die davon hörte, hat die Sachen sichergestellt, um sich um die Aufklärung des Unglücksfalles, den der Fund vermuten läßt. Von einem Ergebnis der Nachforschungen konnten wir noch nichts erfahren.	[952, 813, 1340, 889]
table-cell: 0.8	[1499, 1584, 1564, 1613]
sport-paragraph: „Max?“	[1365, 1144, 1406, 1157]
sport-paragraph: „Von Smelino doch. Auch bei uns ist er gewesen. Ich habe ihn gesehen!“	[1352, 1008, 1712, 1034]
header-cell: am Vortage	[1564, 1431, 1652, 1449]
table-cell: 10°	[1623, 1537, 1652, 1554]
column-2	[548, 121, 940, 2093]
row-label: Bewölkung (0—10)	[1354, 1537, 1499, 1554]
row-label: Niederschlag in mm in 24 Stunden	[1354, 1584, 1499, 1613]
sport-paragraph: „Es ist nicht schön, Verehrter, über ein geschlagenes Land zu spotten.“	[1352, 481, 1712, 507]
table-row	[1354, 1537, 1710, 1554]
table-cell: 12.5	[1499, 1484, 1564, 1502]
row-label: Thermom. Cels. °	[1354, 1484, 1499, 1502]
divider	[1352, 1285, 1712, 1286]
